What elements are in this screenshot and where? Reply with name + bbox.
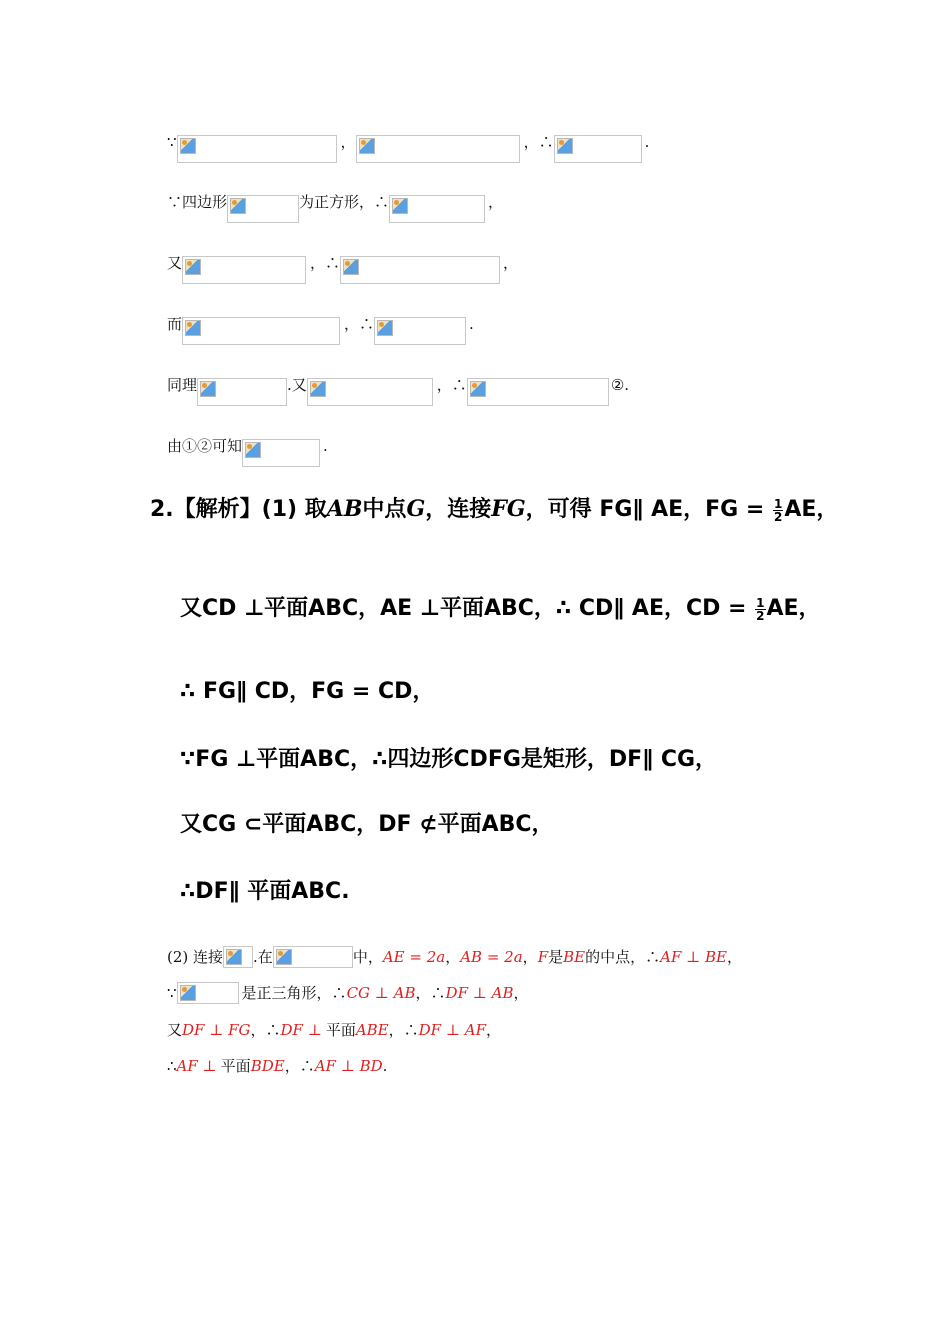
text: 而 [167,315,183,333]
broken-image-icon [340,256,500,284]
text: . [469,315,474,333]
fraction [773,498,783,523]
text: .在 [253,948,273,966]
part2-line-3 [167,1017,501,1043]
math: AB [326,496,363,522]
fraction [755,597,765,622]
math: AB = 2a [460,948,523,966]
text: 2.【解析】(1) 取 [150,497,327,522]
analysis-line-6: ∴DF∥ 平面ABC. [180,879,350,904]
text: ， [340,133,356,151]
text: ， [485,1021,501,1039]
text: 是 [548,948,564,966]
math: DF ⊥ AF [418,1021,486,1039]
proof-line-3 [167,254,518,284]
text: (2) 连接 [167,948,224,966]
math: BDE [250,1057,285,1075]
text: ，∴ [344,315,375,333]
text: 平面 [220,1057,251,1075]
text: ，∴ [436,376,467,394]
text: . [644,133,650,151]
text: ，∴ [523,133,554,151]
math: CG ⊥ AB [346,984,416,1002]
numerator: 1 [756,595,765,610]
text: ∵四边形 [167,193,228,211]
text: 又CD ⊥平面ABC，AE ⊥平面ABC，∴ CD∥ AE，CD = [180,596,747,621]
text: ，可得 FG∥ AE，FG = [525,497,765,522]
broken-image-icon [227,195,299,223]
text: 又 [167,1021,183,1039]
text: AE， [766,596,821,621]
math: DF ⊥ AB [445,984,514,1002]
broken-image-icon [242,439,320,467]
text: 的中点，∴ [585,948,661,966]
analysis-line-4: ∵FG ⊥平面ABC，∴四边形CDFG是矩形，DF∥ CG， [180,747,718,772]
text: ，∴ [310,254,341,272]
denominator: 2 [756,608,765,623]
text: 为正方形，∴ [299,193,390,211]
analysis-line-5: 又CG ⊂平面ABC，DF ⊄平面ABC， [180,812,554,837]
broken-image-icon [554,135,642,163]
math: AF ⊥ BD [314,1057,383,1075]
text: 中点 [362,497,407,522]
text: ，连接 [425,497,492,522]
proof-line-5 [167,376,629,406]
text: 由①②可知 [167,437,243,455]
proof-line-2 [167,193,503,223]
part2-line-2 [167,980,529,1006]
proof-line-1 [167,133,649,163]
text: ，∴ [388,1021,419,1039]
math: DF ⊥ FG [182,1021,251,1039]
math: AF ⊥ BE [660,948,727,966]
broken-image-icon [177,135,337,163]
broken-image-icon [389,195,485,223]
text: 又 [167,254,183,272]
text: ， [513,984,529,1002]
text: AE， [784,497,839,522]
broken-image-icon [273,946,353,968]
broken-image-icon [223,946,253,968]
math: F [537,948,549,966]
text: ，∴ [284,1057,315,1075]
text: ，∴ [250,1021,281,1039]
text: ， [445,948,461,966]
text: ， [503,254,519,272]
text: .又 [287,376,307,394]
text: ， [522,948,538,966]
text: ∵ [167,133,177,151]
text: ，∴ [415,984,446,1002]
proof-line-4 [167,315,474,345]
text: . [323,437,328,455]
text: 同理 [167,376,198,394]
broken-image-icon [177,982,239,1004]
math: FG [491,496,526,522]
part2-line-4 [167,1053,387,1079]
analysis-line-1 [150,494,838,525]
broken-image-icon [467,378,609,406]
math: G [406,496,426,522]
math: AE = 2a [382,948,446,966]
analysis-line-2 [180,594,821,624]
broken-image-icon [307,378,433,406]
text: ∴ [167,1057,177,1075]
text: . [382,1057,388,1075]
text: ∵ [167,984,177,1002]
math: BE [563,948,586,966]
numerator: 1 [773,496,783,511]
text: ， [726,948,742,966]
broken-image-icon [182,317,340,345]
broken-image-icon [182,256,306,284]
denominator: 2 [773,509,783,524]
text: ②. [610,376,630,394]
math: DF ⊥ [280,1021,322,1039]
math: ABE [355,1021,389,1039]
text: 中， [352,948,383,966]
proof-line-6 [167,437,328,467]
text: ， [488,193,504,211]
analysis-line-3: ∴ FG∥ CD，FG = CD， [180,679,435,704]
broken-image-icon [356,135,520,163]
broken-image-icon [374,317,466,345]
text: 是正三角形，∴ [241,984,347,1002]
text: 平面 [325,1021,356,1039]
math: AF ⊥ [176,1057,217,1075]
part2-line-1 [167,944,742,970]
broken-image-icon [197,378,287,406]
